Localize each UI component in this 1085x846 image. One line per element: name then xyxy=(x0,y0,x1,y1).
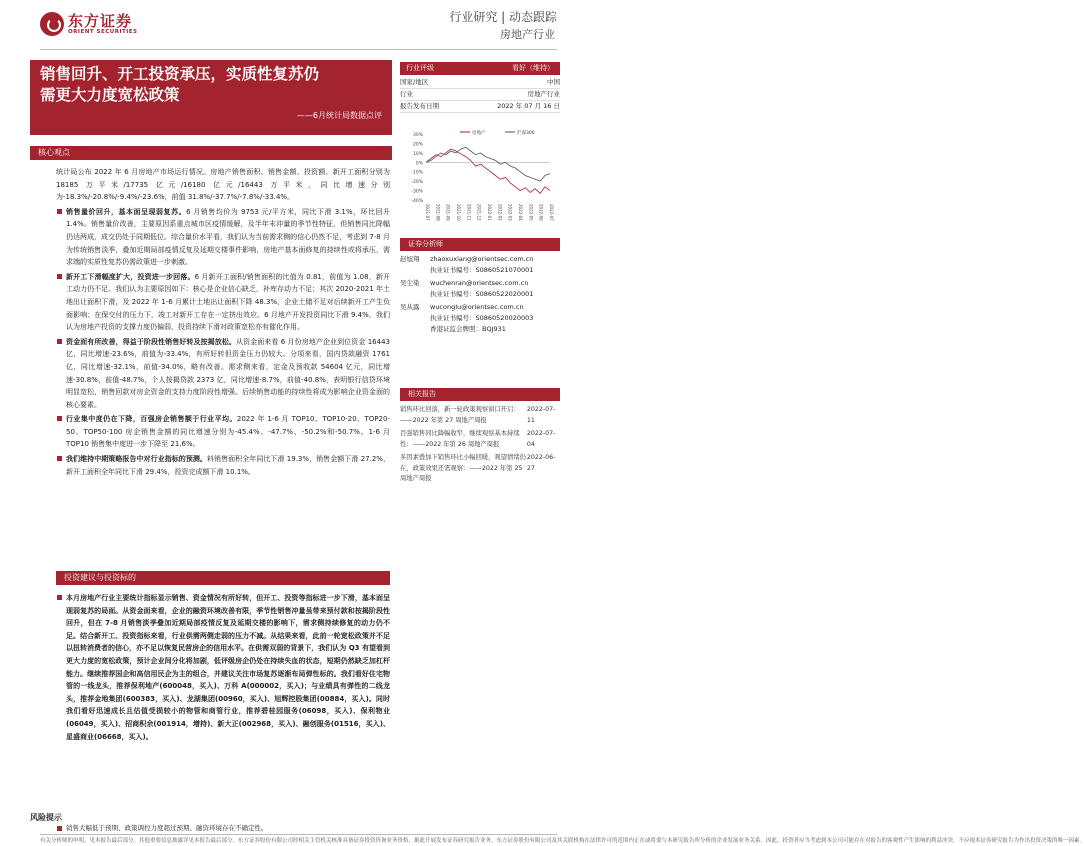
x-tick-label: 2021-08 xyxy=(435,204,441,221)
analysts-heading: 证券分析师 xyxy=(400,238,560,251)
info-value: 房地产行业 xyxy=(527,90,560,98)
logo-mark-icon xyxy=(40,12,64,36)
advice-heading: 投资建议与投资标的 xyxy=(56,571,390,585)
footer-text: 有关分析师的申明，见本报告最后部分。其他重要信息披露详见本报告最后部分。东方证券股份有限公司经相关主管机关核准具备证券投资咨询业务资格，据此开展发布证券研究报告业务。东方证券股份有限公司及其关联机构在法律许可的范围内正在或将要与本研究报告所分析的企业发展业务关系。因此，投资者应当考虑到本公司可能存在对报告的客观性产生影响的利益冲突，不应视本证券研究报告为作出投资决策的唯一因素。 xyxy=(40,838,1085,844)
y-tick-label: 10% xyxy=(412,151,423,157)
core-bullet-lead: 我们维持中期策略报告中对行业指标的预测。 xyxy=(66,455,207,464)
rating-label: 行业评级 xyxy=(406,64,434,72)
x-tick-label: 2021-10 xyxy=(456,204,461,221)
core-bullet-lead: 行业集中度仍在下降，百强房企销售额于行业平均。 xyxy=(66,415,237,424)
analyst-entry xyxy=(400,254,560,276)
analyst-license: 执业证书编号：S0860521070001 xyxy=(430,266,534,274)
x-tick-label: 2022-04 xyxy=(518,204,523,221)
rating-bar xyxy=(400,62,560,75)
y-tick-label: 20% xyxy=(412,142,423,148)
title-line-2: 需更大力度宽松政策 xyxy=(40,86,180,104)
legend-label: 沪深300 xyxy=(517,131,535,136)
company-logo xyxy=(40,12,138,36)
related-date: 2022-07-11 xyxy=(526,406,556,424)
advice-text: 本月房地产行业主要统计指标显示销售、资金情况有所好转，但开工、投资等指标进一步下滑，基本面呈现弱复苏的局面。从资金面来看，企业的融资环境改善有限，季节性销售冲量虽带来预付款和按揭阶段性回升，但在 7-8 月销售淡季叠加近期局部疫情反复及延期交楼的影响下，需求侧持续修复的动力仍不足。结合新开工、投资指标来看，行业供需两侧走弱的压力不减。从结果来看，此前一轮宽松政策并不足以扭转消费者的信心，亦不足以恢复民营房企的信用水平。在供需双弱的背景下，我们认为 Q3 有望看到更大力度的宽松政策，预计企业间分化将加剧，低评级房企仍处在持续失血的状态，短期仍然缺乏加杠杆能力。继续推荐国企和高信用民企为主的组合，并建议关注市场复苏逐渐布局弹性标的。我们看好住宅物管的一线龙头，推荐保利地产(600048，买入)、万科 A(000002，买入)；与业绩具有弹性的二线龙头，推荐金地集团(600383，买入)、龙湖集团(00960，买入)、旭辉控股集团(00884，买入)。同时我们看好迅速成长且估值受损较小的物管和商管行业，推荐碧桂园服务(06098，买入)、保利物业(06049，买入)、招商积余(001914，增持)、新大正(002968，买入)、融创服务(01516，买入)、星盛商业(06668，买入)。 xyxy=(56,592,390,743)
core-heading: 核心观点 xyxy=(30,146,392,160)
price-chart xyxy=(400,128,575,234)
core-bullet-text: 2022 年 1-6 月 TOP10、TOP10-20、TOP20-50、TOP50-100 房企销售金额的同比增速分别为-45.4%、-47.7%、-50.2%和-50.7%。1-6 月 TOP10 销售集中度进一步下降至 21.6%。 xyxy=(66,415,390,449)
x-tick-label: 2021-12 xyxy=(476,204,482,221)
core-bullet-lead: 资金面有所改善，得益于阶段性销售好转及按揭放松。 xyxy=(66,337,236,346)
analyst-email[interactable]: zhaoxuxiang@orientsec.com.cn xyxy=(430,255,534,263)
core-body xyxy=(56,166,390,478)
related-title: 百强销售同比降幅收窄，继续观察基本持续性：——2022 年第 26 周地产周报 xyxy=(400,430,520,448)
info-value: 中国 xyxy=(547,78,560,86)
related-heading: 相关报告 xyxy=(400,388,560,401)
legend-label: 房地产 xyxy=(472,131,486,136)
logo-cn: 东方证券 xyxy=(68,11,133,30)
rating-value: 看好（维持） xyxy=(512,64,554,72)
analyst-entry xyxy=(400,302,560,335)
related-title: 多因素叠加下销售环比小幅回暖，观望情绪仍在，政策效果还需观察：——2022 年第 25 周地产周报 xyxy=(400,454,526,482)
y-tick-label: -40% xyxy=(411,199,423,204)
x-tick-label: 2021-07 xyxy=(425,204,430,221)
core-section xyxy=(30,146,392,160)
x-tick-label: 2021-09 xyxy=(445,204,451,221)
advice-body xyxy=(56,590,390,743)
y-tick-label: -20% xyxy=(411,180,423,186)
industry-name: 房地产行业 xyxy=(500,28,555,41)
title-banner xyxy=(30,60,392,135)
x-tick-label: 2022-03 xyxy=(507,204,513,221)
info-row xyxy=(400,77,560,89)
x-tick-label: 2022-01 xyxy=(487,204,492,221)
core-bullet xyxy=(56,453,390,478)
info-row xyxy=(400,89,560,101)
x-tick-label: 2022-05 xyxy=(528,204,534,221)
analyst-email[interactable]: wucongIu@orientsec.com.cn xyxy=(430,303,524,311)
analyst-name: 吴从露 xyxy=(400,303,420,311)
analyst-spacer xyxy=(400,265,430,276)
rating-box xyxy=(400,62,560,113)
related-date: 2022-07-04 xyxy=(526,430,556,448)
report-type: 行业研究 | 动态跟踪 xyxy=(449,10,557,24)
core-bullet xyxy=(56,206,390,269)
report-header xyxy=(449,9,557,44)
header-divider xyxy=(40,49,557,50)
info-row xyxy=(400,101,560,113)
related-report[interactable] xyxy=(400,429,560,450)
related-title: 销售环比回落，新一轮政策观察窗口开启：——2022 年第 27 周地产周报 xyxy=(400,406,520,424)
footer-disclaimer xyxy=(40,834,1085,846)
core-bullet xyxy=(56,271,390,334)
series-line-0 xyxy=(426,149,550,193)
x-tick-label: 2022-07 xyxy=(549,204,554,221)
core-bullet xyxy=(56,336,390,412)
info-key: 国家/地区 xyxy=(400,78,429,86)
title-subtitle: ——6月统计局数据点评 xyxy=(296,111,382,120)
logo-en: ORIENT SECURITIES xyxy=(68,28,138,35)
analyst-entry xyxy=(400,278,560,300)
risk-section xyxy=(30,812,390,823)
related-list xyxy=(400,405,560,485)
risk-text: 销售大幅低于预期、政策调控力度超过预期、融资环境存在不确定性。 xyxy=(56,823,390,833)
core-bullet-text: 6 月销售均价为 9753 元/平方米，同比下滑 3.1%，环比回升 1.4%。销售量价改善，主要原因系重点城市区疫情缓解，及半年末冲量的季节性特征，但销售同比降幅仍达两成，成交仍处于同期低位。综合量价水平看，我们认为当前需求侧的信心仍然不足，考虑到 7-8 月为传统销售淡季，叠加近期局部疫情反复及延期交楼事件影响，房地产基本面修复的持续性或将承压，需求端的实质性复苏仍需政策进一步刺激。 xyxy=(66,207,391,267)
info-key: 行业 xyxy=(400,90,413,98)
core-bullet-text: 6 月新开工面积/销售面积的比值为 0.81，前值为 1.08，新开工动力仍不足。我们认为主要原因如下：核心是企业信心缺乏，补库存动力不足；其次 2020-2021 年土地出让面积下滑，及 2022 年 1-6 月累计土地出让面积下降 48.3%，企业土储不足对后续新开工产生负面影响；在保交付的压力下，竣工对新开工存在一定挤出效应。6 月地产开发投资同比下滑 9.4%，我们认为房地产投资的支撑力度仍偏弱，投资持续下滑对政策宽松亦有催化作用。 xyxy=(66,272,390,332)
y-tick-label: -30% xyxy=(411,189,423,195)
info-list xyxy=(400,77,560,113)
analysts-box xyxy=(400,238,560,337)
analyst-spacer xyxy=(400,313,430,324)
core-intro: 统计局公布 2022 年 6 月房地产市场运行情况。房地产销售面积、销售金额、投资额、新开工面积分别为 18185 万平米/17735 亿元/16180 亿元/16443 万平米，同比增速分别为-18.3%/-20.8%/-9.4%/-23.6%，前值 31.8%/-37.7%/-7.8%/-33.4%。 xyxy=(56,168,390,202)
related-report[interactable] xyxy=(400,405,560,426)
info-value: 2022 年 07 月 16 日 xyxy=(497,102,560,110)
advice-section xyxy=(56,571,390,585)
related-box xyxy=(400,388,560,488)
related-report[interactable] xyxy=(400,453,560,485)
core-bullet-text: 料销售面积全年同比下滑 19.3%，销售金额下滑 27.2%，新开工面积全年同比下滑 29.4%，投资完成额下滑 10.1%。 xyxy=(66,455,390,476)
analyst-list xyxy=(400,254,560,335)
analyst-spacer xyxy=(400,289,430,300)
core-bullet-lead: 新开工下滑幅度扩大，投资进一步回落。 xyxy=(66,272,195,281)
related-date: 2022-06-27 xyxy=(526,454,556,472)
analyst-name: 赵旭翔 xyxy=(400,255,420,263)
y-tick-label: 0% xyxy=(415,161,423,167)
x-tick-label: 2022-06 xyxy=(538,204,544,221)
analyst-license: 香港证监会牌照：BQJ931 xyxy=(430,325,506,333)
analyst-license: 执业证书编号：S0860520020003 xyxy=(430,314,534,322)
core-bullets xyxy=(56,206,390,478)
risk-heading: 风险提示 xyxy=(30,813,62,822)
analyst-license: 执业证书编号：S0860522020001 xyxy=(430,290,534,298)
analyst-name: 吴尘染 xyxy=(400,279,420,287)
core-bullet xyxy=(56,413,390,451)
analyst-email[interactable]: wuchenran@orientsec.com.cn xyxy=(430,279,529,287)
y-tick-label: -10% xyxy=(411,170,423,176)
info-key: 报告发布日期 xyxy=(400,102,439,110)
series-line-1 xyxy=(426,147,550,181)
title-line-1: 销售回升、开工投资承压，实质性复苏仍 xyxy=(40,65,320,83)
analyst-spacer xyxy=(400,324,430,335)
core-bullet-lead: 销售量价回升，基本面呈现弱复苏。 xyxy=(66,207,187,216)
core-bullet-text: 从资金面来看 6 月份房地产企业到位资金 16443 亿，同比增速-23.6%，前值为-33.4%，有所好转但资金压力仍较大。分项来看，国内贷款融资 1761 亿，同比增速-32.1%，前值-34.0%，略有改善。需求侧来看，定金及预收款 54604 亿元，同比增速-30.8%，前值-48.7%，个人按揭贷款 2373 亿，同比增速-8.7%，前值-40.8%，表明银行信贷环境明显宽松，销售回款对房企资金的支持力度阶段性增强。后续销售动能的持续性将成为影响企业资金面的核心要素。 xyxy=(66,337,390,409)
x-tick-label: 2021-11 xyxy=(466,204,472,221)
y-tick-label: 30% xyxy=(412,133,423,138)
x-tick-label: 2022-02 xyxy=(497,204,503,221)
